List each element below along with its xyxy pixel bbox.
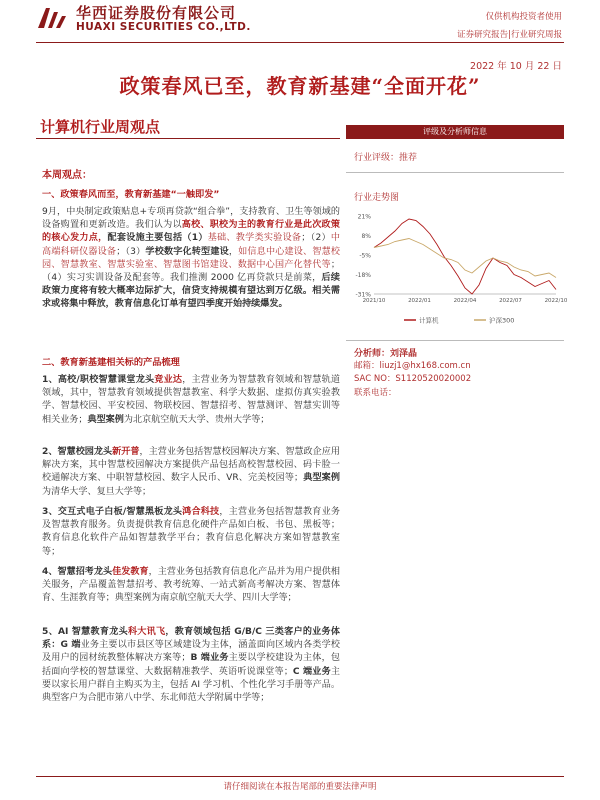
section-label: 本周观点：: [42, 170, 92, 181]
report-date: 2022 年 10 月 22 日: [470, 61, 562, 72]
text-run: G 端: [60, 640, 81, 651]
legend-label: 计算机: [419, 316, 439, 325]
text-run: 1、高校/职校智慧课堂龙头: [42, 375, 155, 385]
text-run: 新开普: [112, 447, 140, 457]
analyst-email[interactable]: 邮箱：liuzj1@hx168.com.cn: [354, 361, 471, 371]
report-type: 证券研究报告|行业研究周报: [457, 30, 562, 40]
text-run: C 端业务: [292, 666, 331, 677]
brand-name-en: HUAXI SECURITIES CO.,LTD.: [76, 21, 251, 33]
y-tick-label: 21%: [357, 213, 371, 221]
x-tick-label: 2022/07: [499, 298, 522, 304]
trend-chart-title: 行业走势图: [354, 193, 400, 203]
huaxi-logo-icon: [36, 4, 68, 30]
text-run: 如信息中心建设、智慧校园、智慧教室、智慧实验室、智慧图书馆建设、数据中心国产化替代等: [42, 246, 340, 270]
page-title: 政策春风已至，教育新基建“全面开花”: [119, 74, 481, 98]
analyst-contact: 联系电话：: [354, 388, 397, 398]
x-tick-label: 2022/04: [453, 298, 477, 304]
brand-name-cn: 华西证券股份有限公司: [76, 4, 237, 22]
text-run: 配套设施主要包括（1）: [107, 233, 208, 244]
legal-notice[interactable]: 请仔细阅读在本报告尾部的重要法律声明: [223, 782, 377, 792]
text-run: 竞业达: [154, 375, 183, 385]
text-run: ，主营业务包括教育信息化产品并为用户提供相关服务，产品覆盖智慧招考、教考统筹、一站式新高考解决方案、智慧体育、生涯教育等；典型案例为南京航空航天大学、四川大学等；: [42, 567, 340, 604]
sidebar-header: 评级及分析师信息: [346, 125, 564, 139]
analyst-sac: SAC NO：S1120520020002: [354, 374, 472, 384]
y-tick-label: -5%: [359, 252, 371, 260]
text-run: 后续政策力度将有较大概率边际扩大，信贷支持规模有望达到万亿级。相关需求或将集中释放，教育信息化订单有望四季度开始持续爆发。: [42, 273, 340, 310]
x-tick-label: 2022/01: [408, 298, 431, 304]
list-item-3: [42, 506, 340, 559]
footer-divider: [36, 776, 564, 777]
text-run: ；（3）: [116, 246, 146, 257]
industry-trend-chart: [348, 210, 568, 340]
legend-label: 沪深300: [489, 316, 515, 325]
series-line-0: [374, 219, 556, 294]
text-run: 典型案例: [303, 473, 340, 484]
y-tick-label: -31%: [355, 291, 371, 299]
audience-note: 仅供机构投资者使用: [485, 12, 562, 22]
x-tick-label: 2021/10: [362, 298, 386, 304]
page-subtitle: 计算机行业周观点: [40, 118, 161, 136]
header-divider: [36, 42, 564, 43]
text-run: 佳发教育: [112, 567, 149, 577]
text-run: 典型案例: [87, 414, 124, 425]
text-run: 为清华大学、复旦大学等；: [42, 486, 152, 497]
analyst-name: 分析师：刘泽晶: [354, 349, 418, 359]
text-run: 2、智慧校园龙头: [42, 447, 113, 457]
y-tick-label: -18%: [355, 272, 371, 279]
sidebar-divider-2: [346, 340, 564, 341]
text-run: B 端业务: [190, 653, 229, 664]
text-run: 业务主要以市县区等区域建设为主体，涵盖面向区域内各类学校及用户的园材统教整体解决方案等；: [42, 640, 340, 664]
series-line-1: [374, 239, 556, 278]
industry-rating: 行业评级：推荐: [354, 153, 418, 163]
text-run: 学校数字化转型建设: [145, 246, 229, 257]
text-run: 4、智慧招考龙头: [42, 567, 113, 577]
text-run: 科大讯飞: [127, 627, 166, 637]
text-run: 为北京航空航天大学、贵州大学等；: [123, 414, 270, 425]
list-item-2: [42, 446, 340, 499]
y-tick-label: 8%: [361, 233, 371, 240]
text-run: 主要以学校建设为主体，包括面向学校的智慧课堂、大数据精准教学、英语听说课堂等；: [42, 653, 340, 677]
x-tick-label: 2022/10: [544, 298, 568, 304]
sidebar-divider: [346, 172, 564, 173]
text-run: ，主营业务包括智慧校园解决方案、智慧政企应用解决方案，其中智慧校园解决方案提供产品包括高校智慧校园、码卡脸一校通解决方案、中职智慧校园、数字人民币、VR、完美校园等；: [42, 447, 340, 484]
text-run: 高校、职校为主的教育行业是此次政策的核心发力点，: [42, 220, 340, 244]
text-run: 5、AI 智慧教育龙头: [42, 627, 128, 637]
text-run: 中高端科研仪器设备: [42, 233, 340, 257]
list-item-1: [42, 374, 340, 427]
subtitle-divider: [36, 138, 340, 139]
text-run: 主要以家长用户群自主购买为主，包括 AI 学习机、个性化学习手册等产品。典型客户为合肥市第八中学、东北师范大学附属中学等；: [42, 666, 340, 704]
text-run: 鸿合科技: [182, 507, 220, 517]
text-run: ，主营业务为智慧教育领域和智慧轨道领域，其中，智慧教育领域提供智慧教室、科学大数据、虚拟仿真实验教学、智慧校园、平安校园、物联校园、智慧招考、智慧测评、智慧实训等相关业务；: [42, 375, 340, 425]
section-heading-2: 二、教育新基建相关标的产品梳理: [42, 357, 180, 368]
text-run: 9月，中央制定政策贴息+专项再贷款“组合拳”，支持教育、卫生等领域的设备购置和更新改造。我们认为以: [42, 207, 340, 231]
text-run: 3、交互式电子白板/智慧黑板龙头: [42, 507, 183, 517]
text-run: 基础、教学类实验设备: [207, 233, 302, 244]
text-run: ；（4）实习实训设备及配套等。我们推测 2000 亿再贷款只是前菜，: [42, 259, 340, 284]
section-heading-1: 一、政策春风而至，教育新基建“一触即发”: [42, 189, 220, 200]
list-item-5: [42, 626, 340, 705]
text-run: ；（2）: [301, 233, 331, 244]
text-run: ，教育领域包括 G/B/C 三类客户的业务体系：: [42, 627, 340, 651]
text-run: ，主营业务包括智慧教育业务及智慧教育服务。负责提供教育信息化硬件产品如白板、书包、黑板等；教育信息化软件产品如智慧教学平台；教育信息化解决方案如智慧教室等；: [42, 507, 340, 557]
list-item-4: [42, 566, 340, 606]
text-run: ，: [228, 246, 239, 257]
paragraph-policy: [42, 206, 340, 312]
